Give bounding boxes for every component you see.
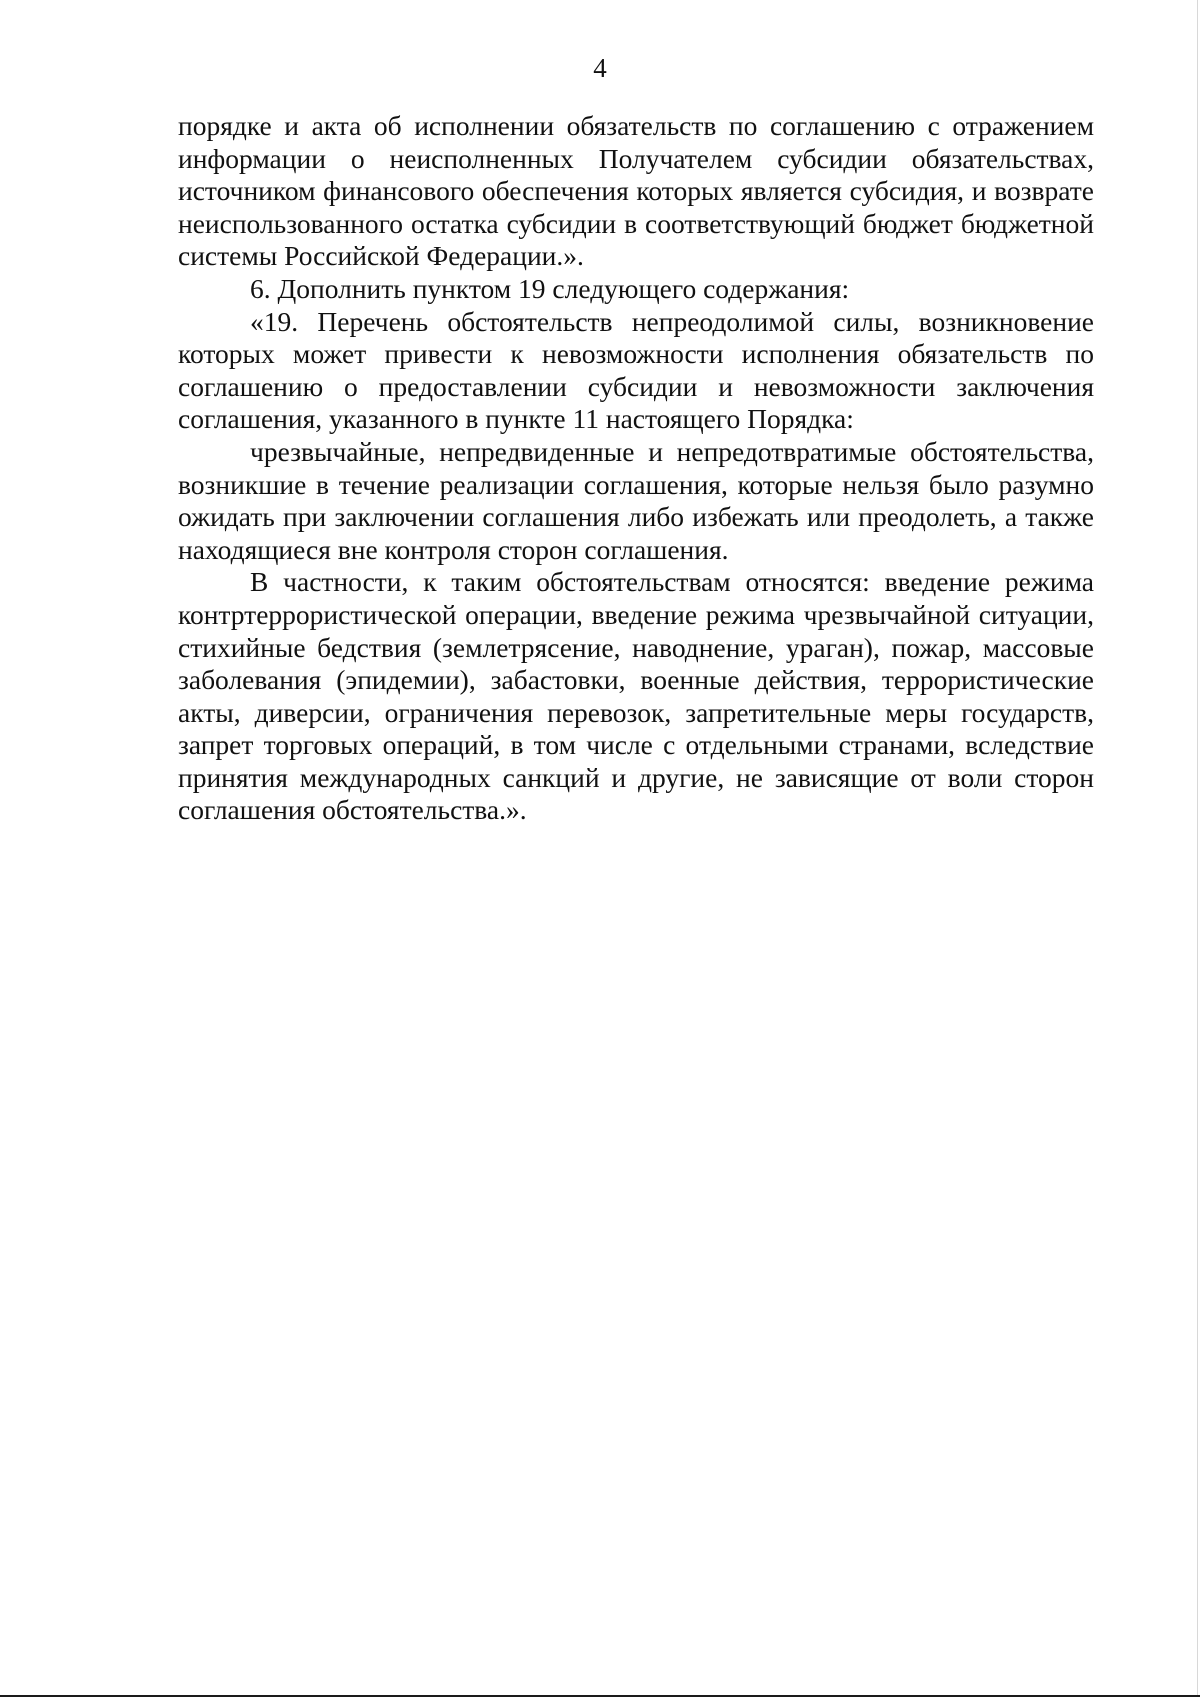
document-body [178, 110, 1094, 827]
paragraph-force-majeure-definition: чрезвычайные, непредвиденные и непредотвратимые обстоятельства, возникшие в течение реализации соглашения, которые нельзя было разумно ожидать при заключении соглашения либо избежать или преодолеть, а также находящиеся вне контроля сторон соглашения. [178, 435, 1094, 565]
paragraph-item-6: 6. Дополнить пунктом 19 следующего содержания: [250, 272, 850, 304]
scan-edge-line [1197, 0, 1198, 1697]
paragraph-item-19: «19. Перечень обстоятельств непреодолимой силы, возникновение которых может привести к невозможности исполнения обязательств по соглашению о предоставлении субсидии и невозможности заключения соглашения, указанного в пункте 11 настоящего Порядка: [178, 305, 1094, 435]
paragraph-force-majeure-examples: В частности, к таким обстоятельствам относятся: введение режима контртеррористической операции, введение режима чрезвычайной ситуации, стихийные бедствия (землетрясение, наводнение, ураган), пожар, массовые заболевания (эпидемии), забастовки, военные действия, террористические акты, диверсии, ограничения перевозок, запретительные меры государств, запрет торговых операций, в том числе с отдельными странами, вследствие принятия международных санкций и другие, не зависящие от воли сторон соглашения обстоятельства.». [178, 566, 1094, 826]
paragraph-continuation: порядке и акта об исполнении обязательств по соглашению с отражением информации о неисполненных Получателем субсидии обязательствах, источником финансового обеспечения которых является субсидия, и возврате неиспользованного остатка субсидии в соответствующий бюджет бюджетной системы Российской Федерации.». [178, 110, 1094, 272]
page-number: 4 [593, 53, 607, 83]
